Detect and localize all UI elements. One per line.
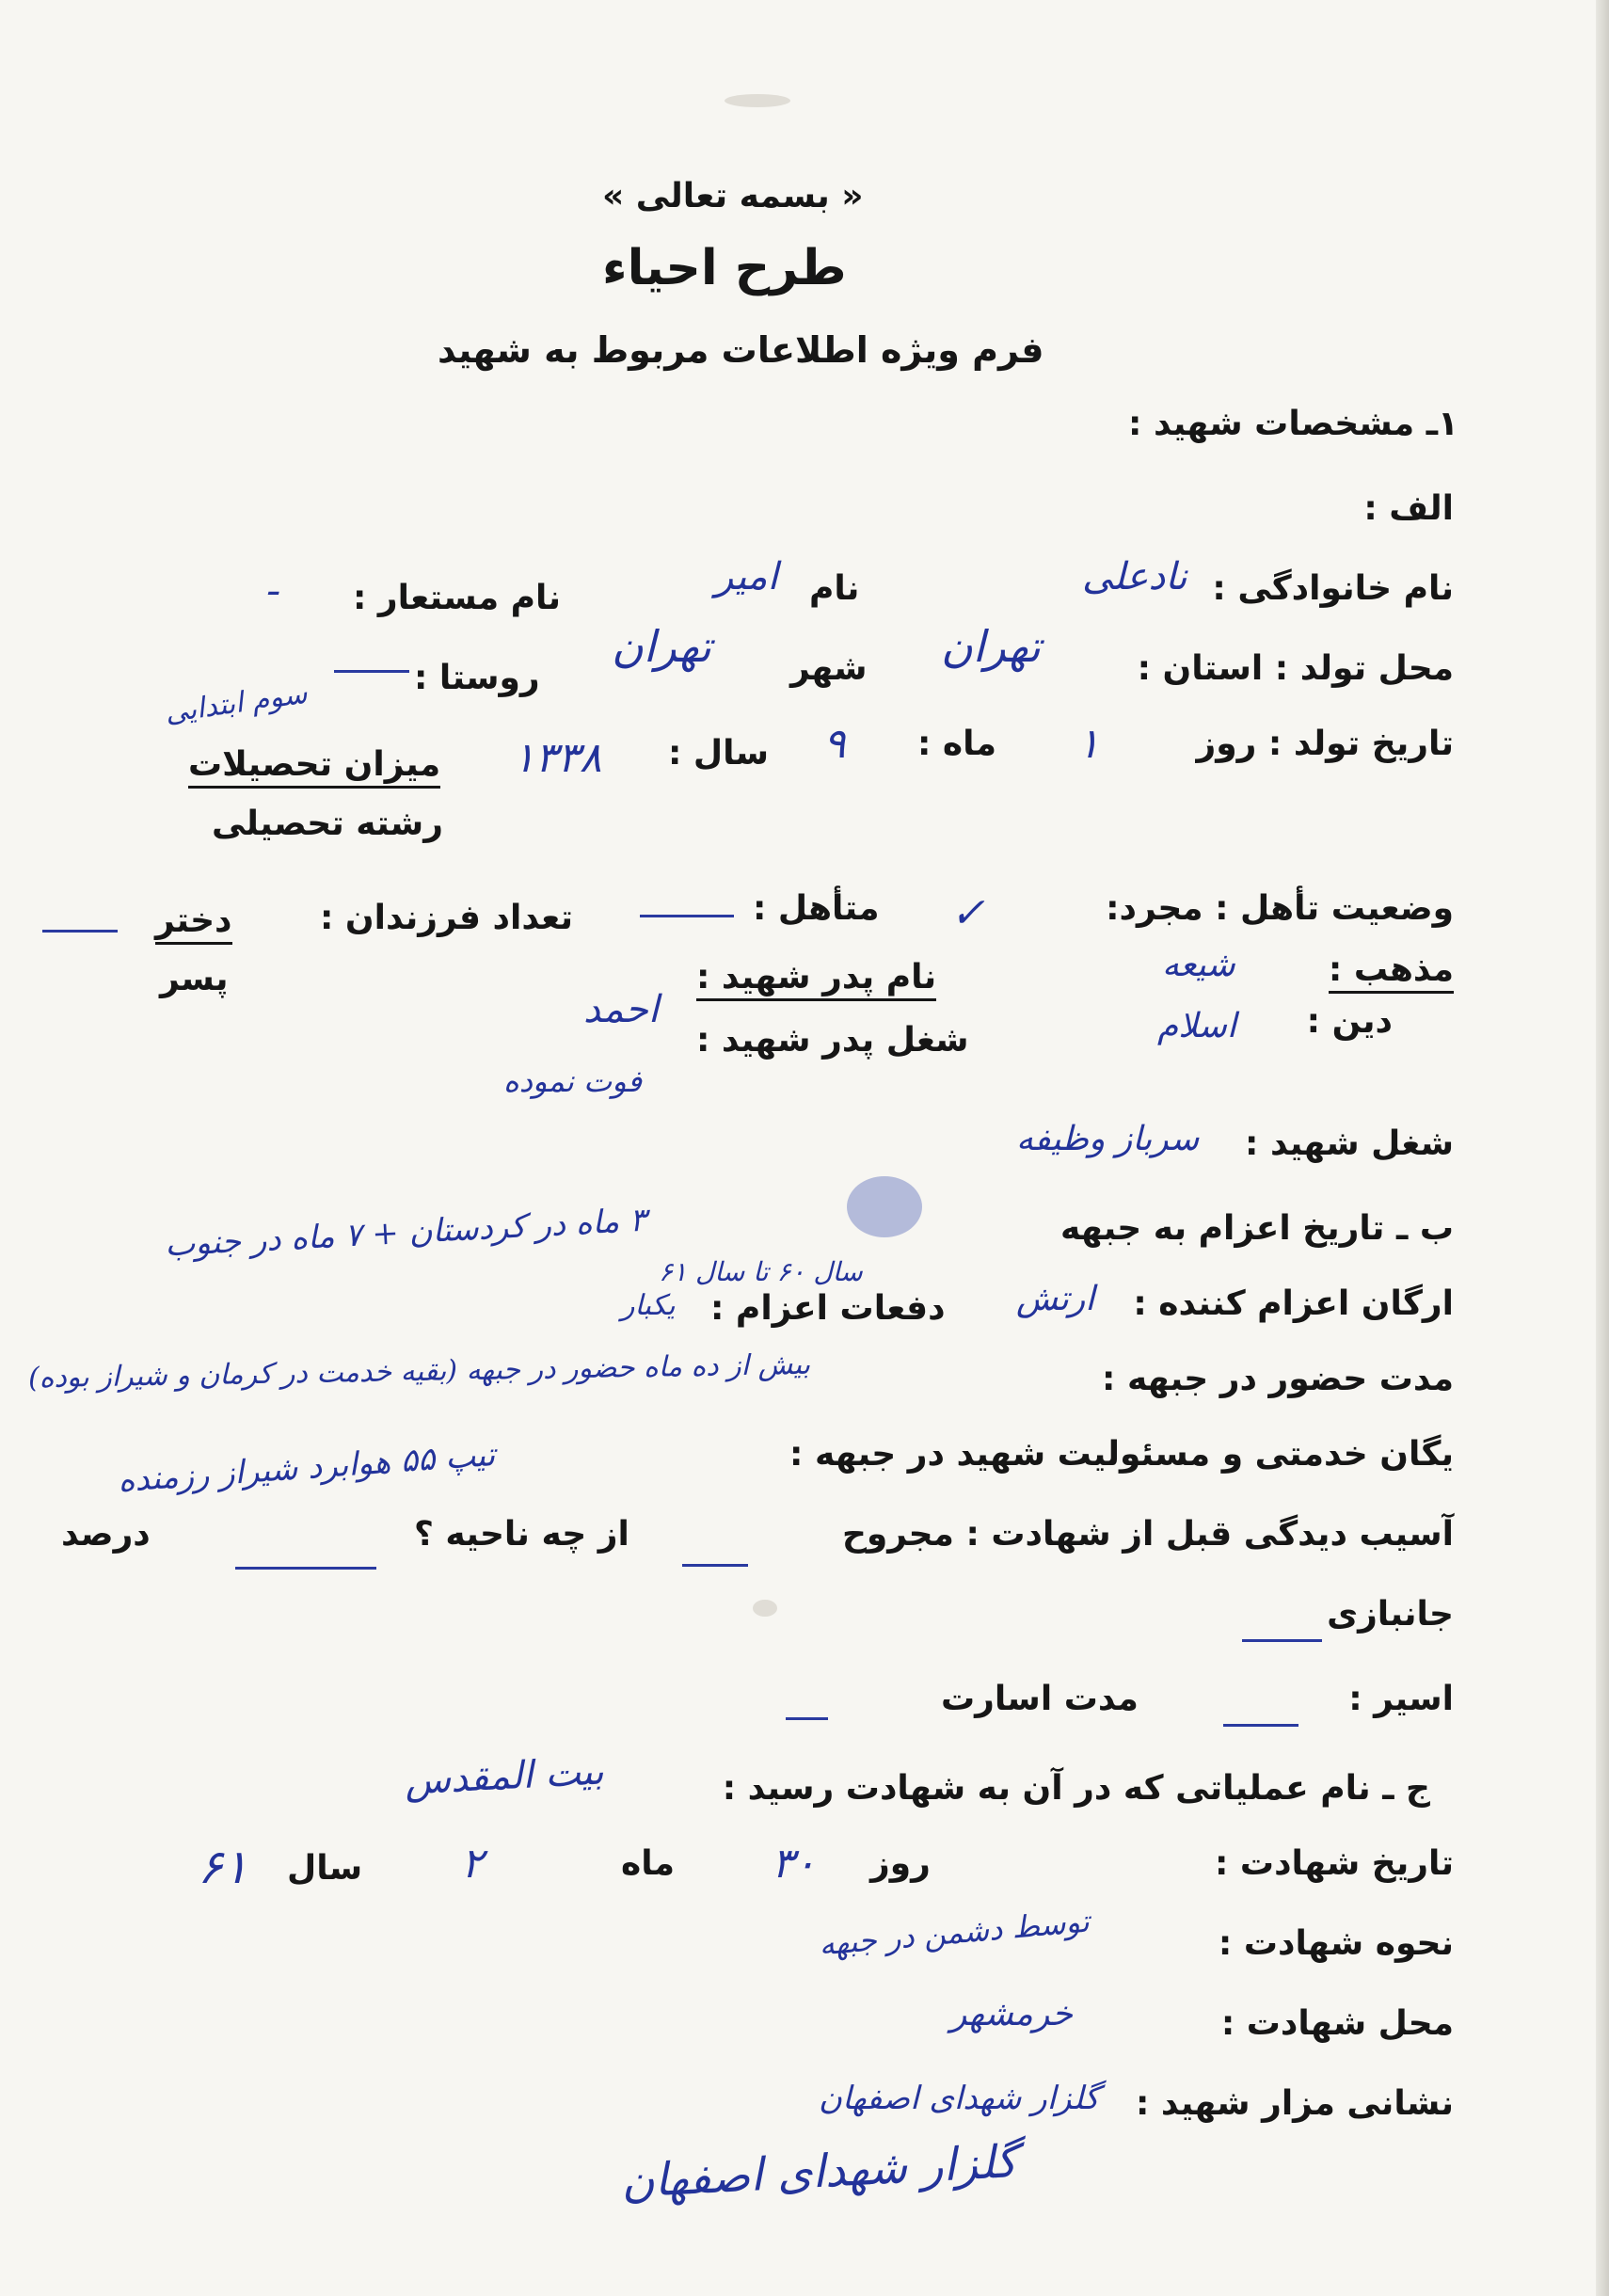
first-name-value: امیر — [715, 555, 778, 598]
place-value: خرمشهر — [950, 1995, 1073, 2033]
captive-blank-mark — [1223, 1724, 1298, 1727]
paper-stain — [753, 1600, 777, 1617]
place-label: محل شهادت : — [1220, 2004, 1454, 2043]
birth-year-label: سال : — [668, 734, 770, 773]
village-label: روستا : — [414, 659, 540, 697]
section-heading: ۱ـ مشخصات شهید : — [1128, 405, 1458, 443]
page-subtitle: فرم ویژه اطلاعات مربوط به شهید — [438, 329, 1044, 371]
dispatch-value-1: ۳ ماه در کردستان + ۷ ماه در جنوب — [164, 1201, 648, 1265]
captivity-blank-mark — [786, 1717, 828, 1720]
duration-value: بیش از ده ماه حضور در جبهه (بقیه خدمت در کرمان و شیراز بوده) — [27, 1347, 811, 1395]
field-label: رشته تحصیلی — [212, 805, 443, 843]
org-label: ارگان اعزام کننده : — [1133, 1284, 1454, 1323]
part-b-label: ب ـ تاریخ اعزام به جبهه — [1059, 1209, 1454, 1248]
daughter-blank-mark — [42, 930, 118, 933]
marital-label: وضعیت تأهل : مجرد: — [1106, 889, 1454, 928]
part-a-label: الف : — [1363, 489, 1454, 528]
ink-smudge — [847, 1176, 922, 1237]
part-c-label: ج ـ نام عملیاتی که در آن به شهادت رسید : — [722, 1769, 1430, 1808]
married-blank-mark — [640, 915, 734, 917]
invocation: « بسمه تعالی » — [602, 177, 864, 215]
unit-label: یگان خدمتی و مسئولیت شهید در جبهه : — [789, 1435, 1454, 1474]
province-value: تهران — [941, 621, 1041, 672]
birthdate-label: تاریخ تولد : روز — [1196, 725, 1454, 763]
operation-value: بیت المقدس — [403, 1749, 605, 1804]
birth-year-value: ۱۳۳۸ — [513, 734, 602, 782]
grave-value-upper: گلزار شهدای اصفهان — [819, 2080, 1100, 2117]
sect-value: شیعه — [1162, 946, 1235, 984]
manner-label: نحوه شهادت : — [1218, 1924, 1454, 1963]
unit-value: تیپ ۵۵ هوابرد شیراز رزمنده — [117, 1436, 497, 1500]
daughter-label: دختر — [155, 901, 232, 945]
birth-month-value: ۹ — [823, 720, 846, 768]
org-value: ارتش — [1016, 1280, 1095, 1318]
village-blank-mark — [334, 670, 409, 673]
birth-month-label: ماه : — [917, 725, 996, 763]
education-label: میزان تحصیلات — [188, 745, 440, 789]
area-label: از چه ناحیه ؟ — [414, 1515, 629, 1554]
sect-label: مذهب : — [1329, 950, 1454, 994]
martyr-month-label: ماه — [621, 1844, 676, 1883]
religion-label: دین : — [1306, 1002, 1393, 1041]
martyr-day-label: روز — [870, 1844, 931, 1883]
first-name-label: نام — [809, 569, 860, 608]
captive-label: اسیر : — [1348, 1680, 1454, 1718]
children-label: تعداد فرزندان : — [320, 899, 573, 937]
father-name-label: نام پدر شهید : — [696, 958, 936, 1001]
father-job-label: شغل پدر شهید : — [696, 1021, 969, 1060]
family-name-label: نام خانوادگی : — [1212, 569, 1454, 608]
city-value: تهران — [612, 621, 711, 672]
alias-label: نام مستعار : — [353, 579, 562, 617]
city-label: شهر — [790, 649, 868, 688]
disability-label: جانبازی — [1327, 1595, 1454, 1634]
education-value: سوم ابتدایی — [163, 677, 310, 730]
son-label: پسر — [160, 960, 229, 998]
birth-day-value: ۱ — [1077, 720, 1100, 768]
married-label: متأهل : — [753, 889, 880, 928]
father-name-value: احمد — [583, 988, 659, 1031]
disability-blank-mark — [1242, 1639, 1322, 1642]
father-job-value: فوت نموده — [503, 1063, 643, 1099]
martyr-year-label: سال — [287, 1849, 363, 1888]
married-check-value: ✓ — [950, 889, 985, 937]
martyr-day-value: ۳۰ — [772, 1840, 817, 1888]
paper-stain — [725, 94, 790, 107]
dispatch-value-2: سال ۶۰ تا سال ۶۱ — [659, 1256, 863, 1287]
area-blank-mark — [235, 1567, 376, 1570]
family-name-value: نادعلی — [1082, 555, 1187, 598]
injury-label: آسیب دیدگی قبل از شهادت : مجروح — [841, 1515, 1454, 1554]
percent-label: درصد — [61, 1515, 151, 1554]
page-title: طرح احیاء — [602, 240, 847, 296]
injury-blank-mark — [682, 1564, 748, 1567]
martyr-date-label: تاریخ شهادت : — [1214, 1844, 1454, 1883]
martyr-job-label: شغل شهید : — [1245, 1124, 1454, 1163]
grave-value-signature: گلزار شهدای اصفهان — [619, 2135, 1019, 2208]
duration-label: مدت حضور در جبهه : — [1102, 1360, 1454, 1398]
martyr-job-value: سرباز وظیفه — [1016, 1120, 1200, 1158]
grave-label: نشانی مزار شهید : — [1135, 2084, 1454, 2123]
martyr-year-value: ۶۱ — [198, 1840, 248, 1894]
times-label: دفعات اعزام : — [710, 1289, 946, 1328]
alias-value: ـ — [268, 565, 279, 603]
captivity-label: مدت اسارت — [941, 1680, 1139, 1718]
page-edge — [1596, 0, 1609, 2296]
manner-value: توسط دشمن در جبهه — [817, 1903, 1091, 1963]
times-value: یکبار — [621, 1289, 676, 1322]
martyr-month-value: ۲ — [461, 1840, 484, 1888]
birthplace-label: محل تولد : استان : — [1137, 649, 1454, 688]
religion-value: اسلام — [1157, 1007, 1236, 1045]
